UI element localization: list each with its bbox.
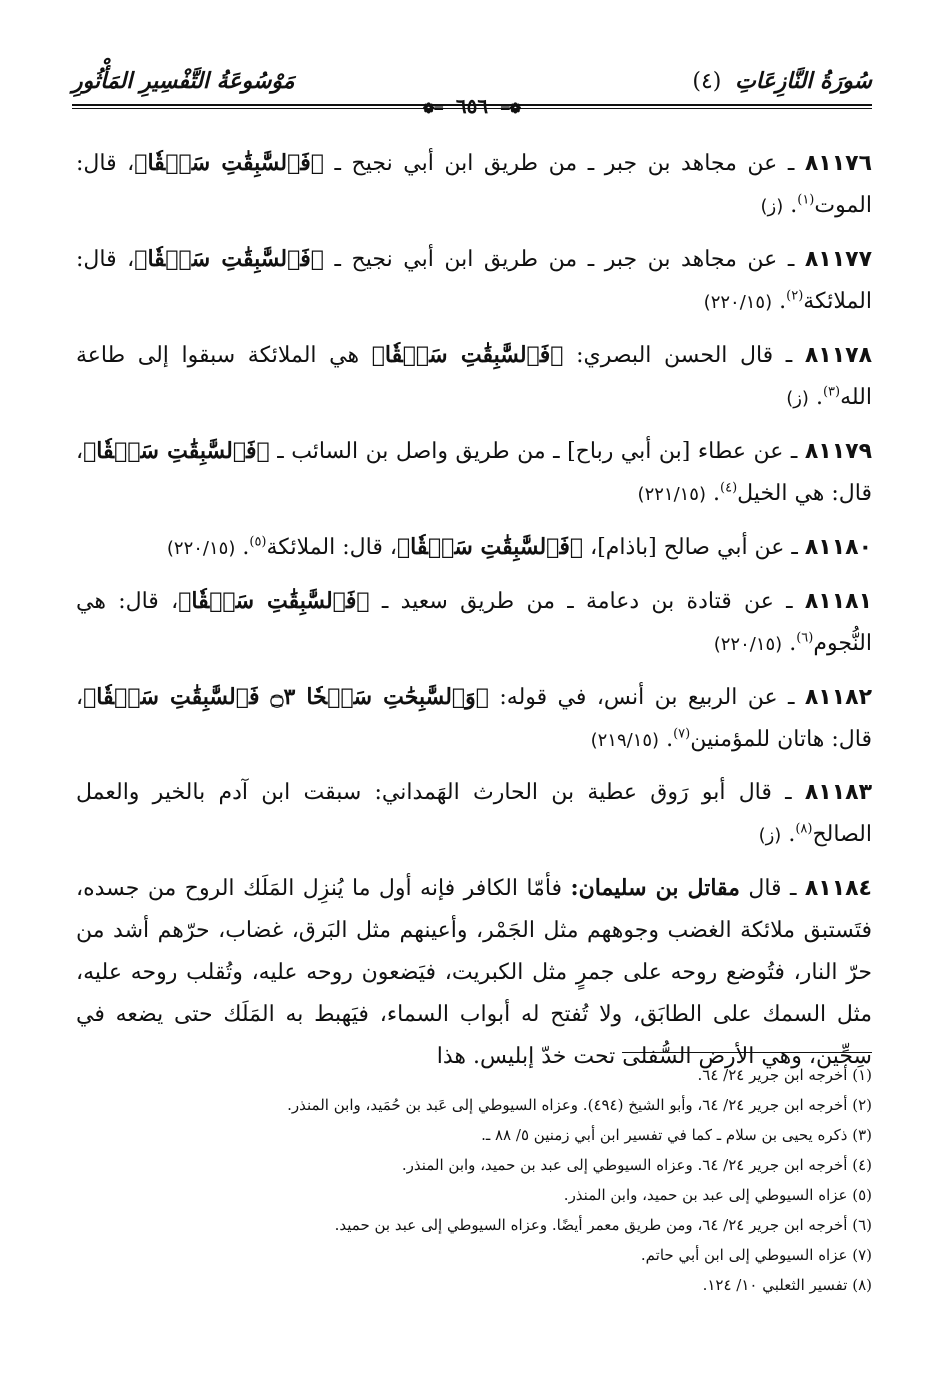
narration-entry	[76, 430, 872, 516]
quran-quote: ﴿وَٱلسَّٰبِحَٰتِ سَبۡحٗا ۝٣ فَٱلسَّٰبِقَٰتِ سَبۡقٗا﴾	[83, 684, 489, 710]
narration-entry	[76, 580, 872, 666]
quran-quote: ﴿فَٱلسَّٰبِقَٰتِ سَبۡقٗا﴾	[396, 534, 584, 560]
quran-quote: ﴿فَٱلسَّٰبِقَٰتِ سَبۡقٗا﴾	[371, 342, 564, 368]
entry-number: ٨١١٨٣	[804, 780, 872, 805]
entry-number: ٨١١٧٩	[804, 439, 872, 464]
entry-text: هي الملائكة سبقوا إلى طاعة الله	[76, 343, 872, 410]
footnote: (٢) أخرجه ابن جرير ٢٤/ ٦٤، وأبو الشيخ (٤٩٤). وعزاه السيوطي إلى عَبد بن حُمَيد، وابن المنذر.	[287, 1096, 872, 1114]
entry-lead: ـ عن أبي صالح [باذام]،	[583, 535, 805, 560]
entry-tail: .	[659, 727, 674, 752]
entry-lead: ـ عن مجاهد بن جبر ـ من طريق ابن أبي نجيح ـ	[324, 247, 805, 272]
footnote: (١) أخرجه ابن جرير ٢٤/ ٦٤.	[697, 1066, 872, 1084]
footnote: (٥) عزاه السيوطي إلى عبد بن حميد، وابن المنذر.	[563, 1186, 872, 1204]
entry-tail: .	[781, 822, 796, 847]
quran-quote: ﴿فَٱلسَّٰبِقَٰتِ سَبۡقٗا﴾	[134, 150, 324, 176]
entry-tail: .	[706, 481, 720, 506]
entry-text: ، قال: الموت	[76, 151, 872, 218]
entry-text: ، قال: هي الخيل	[76, 439, 872, 506]
source-ref: (٢٢٠/١٥)	[703, 292, 773, 313]
footnote: (٨) تفسير الثعلبي ١٠/ ١٢٤.	[702, 1276, 872, 1294]
quran-quote: ﴿فَٱلسَّٰبِقَٰتِ سَبۡقٗا﴾	[83, 438, 270, 464]
entry-number: ٨١١٨١	[804, 589, 872, 614]
entry-text: ، قال: الملائكة	[76, 247, 872, 314]
page-number-value: ٦٥٦	[455, 94, 489, 118]
narration-entry	[76, 772, 872, 857]
source-ref: (ز)	[760, 196, 784, 217]
ornament-icon: ═❁	[422, 101, 443, 117]
footnote: (٦) أخرجه ابن جرير ٢٤/ ٦٤، ومن طريق معمر أيضًا. وعزاه السيوطي إلى عبد بن حميد.	[334, 1216, 872, 1234]
source-ref: (٢٢٠/١٥)	[713, 634, 783, 655]
entry-lead: ـ عن قتادة بن دعامة ـ من طريق سعيد ـ	[369, 589, 805, 614]
entry-number: ٨١١٨٤	[804, 876, 872, 901]
entry-number: ٨١١٧٧	[804, 247, 873, 272]
entry-tail: .	[782, 631, 797, 656]
entry-tail: .	[783, 193, 798, 218]
entry-text: ، قال: هاتان للمؤمنين	[76, 685, 872, 752]
footnote-ref: (٣)	[822, 384, 841, 400]
entry-lead: ـ قال الحسن البصري:	[563, 343, 805, 368]
entry-lead: ـ قال	[739, 876, 805, 901]
entry-number: ٨١١٨٢	[804, 685, 872, 710]
narration-entry	[76, 142, 872, 228]
entry-tail: .	[808, 385, 823, 410]
footnote-ref: (٨)	[795, 821, 813, 837]
footnote: (٧) عزاه السيوطي إلى ابن أبي حاتم.	[640, 1246, 872, 1264]
quran-quote: مقاتل بن سليمان:	[570, 875, 740, 901]
footnote-ref: (٦)	[796, 630, 814, 646]
entry-lead: ـ عن عطاء [بن أبي رباح] ـ من طريق واصل بن السائب ـ	[269, 439, 805, 464]
entry-tail: .	[772, 289, 787, 314]
entry-text: فأمّا الكافر فإنه أول ما يُنزِل المَلَك الروح من جسده، فتَستبق ملائكة الغضب وجوههم مثل الجَمْر، وأعينهم مثل البَرق، غضاب، حرّهم أشد من حرّ النار، فتُوضع روحه على جمرٍ مثل الكبريت، فيَضعون روحه عليه، وتُقلب روحه عليه، مثل السمك على الطابَق، ولا تُفتح له أبواب السماء، فيَهبط به المَلَك حتى يضعه في سِجِّين، وهي الأرض السُّفلى تحت خدّ إبليس. هذا	[76, 876, 872, 1069]
narration-entry	[76, 334, 872, 420]
entry-text: ، قال: الملائكة	[266, 535, 397, 560]
surah-title: سُورَةُ النَّازِعَاتِ	[735, 68, 872, 94]
narration-entry	[76, 676, 872, 762]
footnote-separator	[622, 1052, 872, 1053]
narration-entry	[76, 526, 872, 570]
source-ref: (ز)	[786, 388, 809, 409]
footnote: (٤) أخرجه ابن جرير ٢٤/ ٦٤. وعزاه السيوطي إلى عبد بن حميد، وابن المنذر.	[401, 1156, 872, 1174]
footnote-ref: (٧)	[673, 726, 691, 742]
narration-entry	[76, 238, 872, 324]
entry-text: ، قال: هي النُّجوم	[76, 589, 872, 656]
entry-lead: ـ قال أبو رَوق عطية بن الحارث الهَمداني: سبقت ابن آدم بالخير والعمل الصالح	[76, 780, 872, 847]
entry-lead: ـ عن مجاهد بن جبر ـ من طريق ابن أبي نجيح ـ	[324, 151, 805, 176]
footnote-ref: (١)	[797, 192, 815, 208]
footnote: (٣) ذكره يحيى بن سلام ـ كما في تفسير ابن أبي زمنين ٥/ ٨٨ ـ.	[481, 1126, 872, 1144]
page-number	[0, 94, 944, 118]
quran-quote: ﴿فَٱلسَّٰبِقَٰتِ سَبۡقٗا﴾	[134, 246, 324, 272]
entry-number: ٨١١٨٠	[804, 535, 872, 560]
entry-number: ٨١١٧٨	[804, 343, 872, 368]
running-head-surah	[692, 68, 872, 94]
entry-lead: ـ عن الربيع بن أنس، في قوله:	[488, 685, 805, 710]
footnote-ref: (٥)	[249, 534, 267, 550]
source-ref: (٢٢٠/١٥)	[166, 538, 236, 559]
footnote-ref: (٤)	[720, 480, 738, 496]
ornament-icon: ❁═	[501, 101, 522, 117]
entry-tail: .	[235, 535, 250, 560]
footnotes	[76, 1060, 872, 1300]
source-ref: (٢١٩/١٥)	[590, 730, 660, 751]
running-head-book-title: مَوْسُوعَةُ التَّفْسِيرِ المَأْثُورِ	[72, 68, 295, 94]
narration-entry	[76, 867, 872, 1078]
source-ref: (٢٢١/١٥)	[637, 484, 706, 505]
part-number: (٤)	[692, 69, 722, 94]
footnote-ref: (٢)	[786, 288, 804, 304]
entry-number: ٨١١٧٦	[804, 151, 873, 176]
quran-quote: ﴿فَٱلسَّٰبِقَٰتِ سَبۡقٗا﴾	[178, 588, 370, 614]
page-body	[76, 142, 872, 1088]
source-ref: (ز)	[758, 825, 782, 846]
